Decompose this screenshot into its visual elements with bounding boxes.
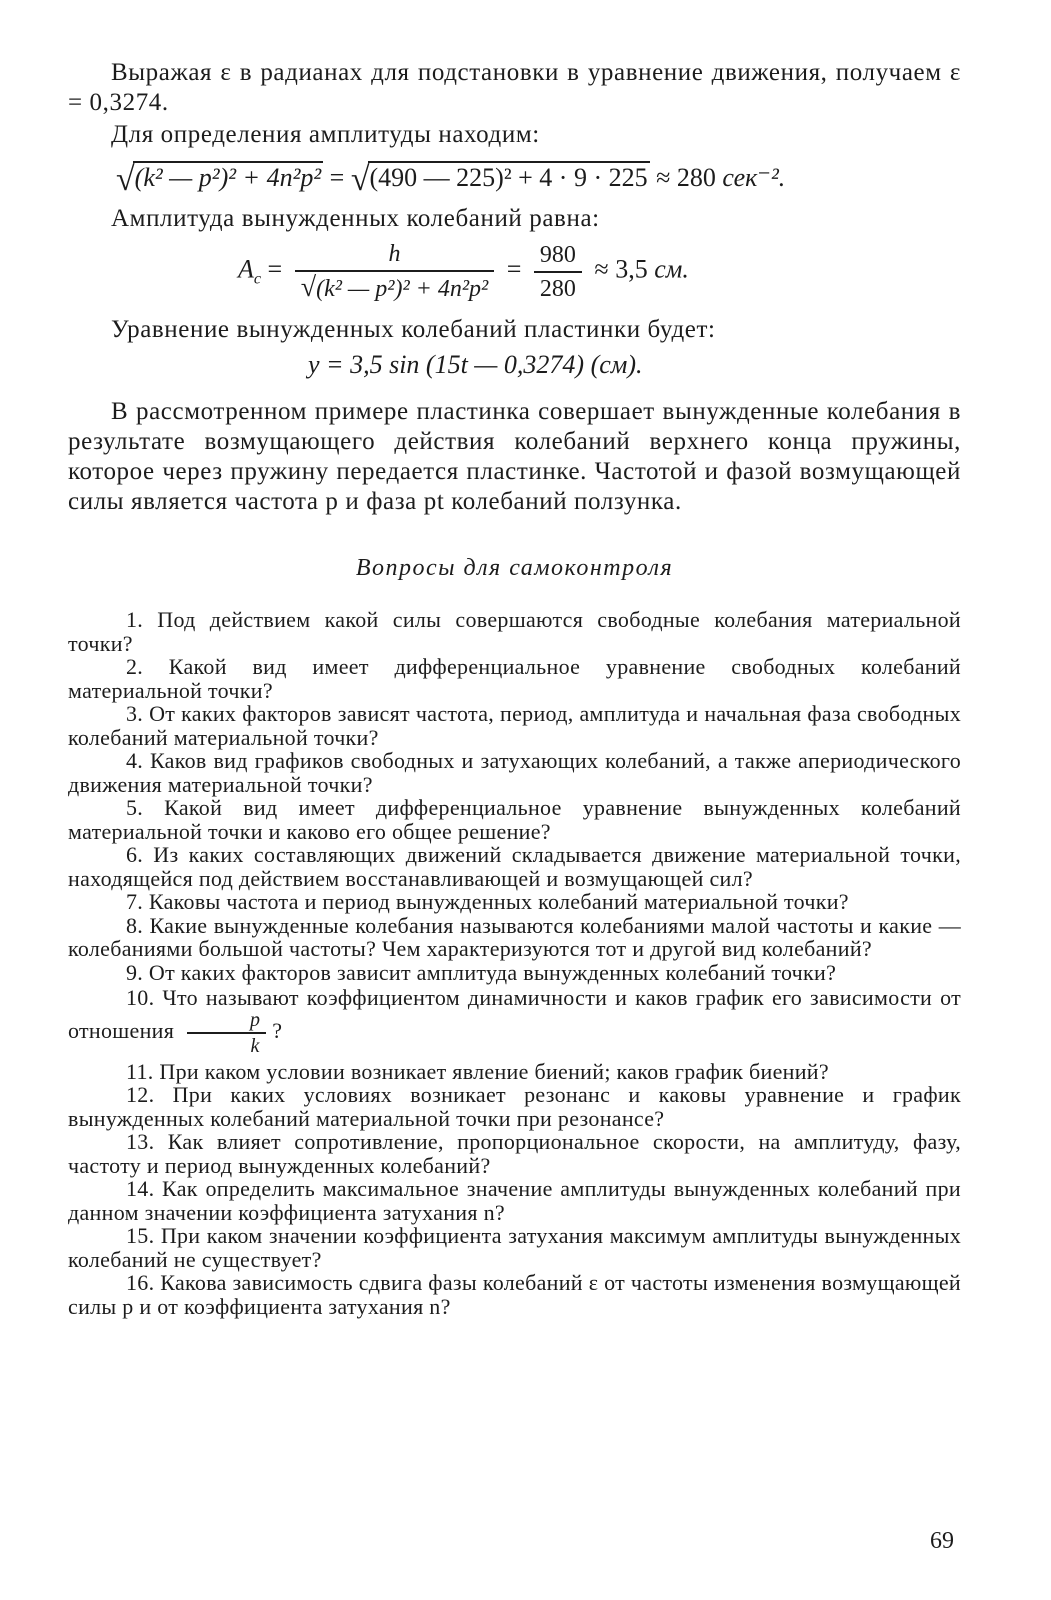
fraction-h: $\frac{h}{\text{√(k² — p²)² + 4n²p²}}$ — [295, 240, 495, 303]
question-item: 3. От каких факторов зависят частота, период, амплитуда и начальная фаза свободных колебаний материальной точки? — [68, 701, 961, 750]
question-item: 5. Какой вид имеет дифференциальное уравнение вынужденных колебаний материальной точки и каково его общее решение? — [68, 795, 961, 844]
equation-text: Уравнение вынужденных колебаний пластинки будет: — [111, 316, 716, 343]
radical-left: √(k² — p²)² + 4n²p² — [116, 161, 322, 198]
question-item-10: 10. Что называют коэффициентом динамичности и каков график его зависимости от отношения $\frac{p}{k}$ ? — [68, 985, 961, 1057]
questions-list — [68, 608, 961, 1318]
question-item: 13. Как влияет сопротивление, пропорциональное скорости, на амплитуду, фазу, частоту и период вынужденных колебаний? — [68, 1129, 961, 1178]
question-item: 16. Какова зависимость сдвига фазы колебаний ε от частоты изменения возмущающей силы p и от коэффициента затухания n? — [68, 1270, 961, 1319]
fraction-numeric: $\frac{980}{280}$ — [534, 241, 582, 303]
question-item: 15. При каком значении коэффициента затухания максимум амплитуды вынужденных колебаний не существует? — [68, 1223, 961, 1272]
question-item: 7. Каковы частота и период вынужденных колебаний материальной точки? — [126, 889, 849, 914]
question-item: 2. Какой вид имеет дифференциальное уравнение свободных колебаний материальной точки? — [68, 654, 961, 703]
section-heading: Вопросы для самоконтроля — [355, 555, 674, 581]
question-item: 9. От каких факторов зависит амплитуда вынужденных колебаний точки? — [126, 959, 837, 985]
formula-equation: y = 3,5 sin (15t — 0,3274) (см). — [308, 350, 643, 379]
page-content — [68, 58, 961, 1318]
question-item: 6. Из каких составляющих движений складывается движение материальной точки, находящейся под действием восстанавливающей и возмущающей сил? — [68, 842, 961, 891]
intro-paragraph-1: Выражая ε в радианах для подстановки в уравнение движения, получаем ε = 0,3274. — [68, 59, 961, 116]
question-item: 12. При каких условиях возникает резонанс и каковы уравнение и график вынужденных колебаний материальной точки при резонансе? — [68, 1082, 961, 1131]
question-item: 1. Под действием какой силы совершаются свободные колебания материальной точки? — [68, 607, 961, 656]
amplitude-text: Амплитуда вынужденных колебаний равна: — [111, 205, 600, 232]
body-paragraph: В рассмотренном примере пластинка совершает вынужденные колебания в результате возмущающего действия колебаний верхнего конца пружины, которое через пружину передается пластинке. Частотой и фазой возмущающей силы является частота p и фаза pt колебаний ползунка. — [68, 398, 961, 515]
question-item: 8. Какие вынужденные колебания называются колебаниями малой частоты и какие — колебаниями большой частоты? Чем характеризуются тот и другой вид колебаний? — [68, 912, 961, 961]
question-item: 4. Каков вид графиков свободных и затухающих колебаний, а также апериодического движения материальной точки? — [68, 748, 961, 797]
question-item: 14. Как определить максимальное значение амплитуды вынужденных колебаний при данном значении коэффициента затухания n? — [68, 1176, 961, 1225]
formula-amplitude: $A_c$ = $\frac{h}{\text{√(k² — p²)² + 4n²p²}}$ = $\frac{980}{280}$ ≈ 3,5 см. — [238, 241, 689, 303]
radical-right: √(490 — 225)² + 4 · 9 · 225 — [350, 161, 648, 198]
question-item: 11. При каком условии возникает явление биений; каков график биений? — [126, 1058, 829, 1084]
fraction-p-over-k: $\frac{p}{k}$ — [186, 1010, 266, 1056]
page-number: 69 — [930, 1528, 954, 1554]
formula-radical: √(k² — p²)² + 4n²p² = √(490 — 225)² + 4 · 9 · 225 ≈ 280 сек⁻². — [116, 161, 786, 198]
intro-paragraph-2: Для определения амплитуды находим: — [111, 121, 540, 148]
